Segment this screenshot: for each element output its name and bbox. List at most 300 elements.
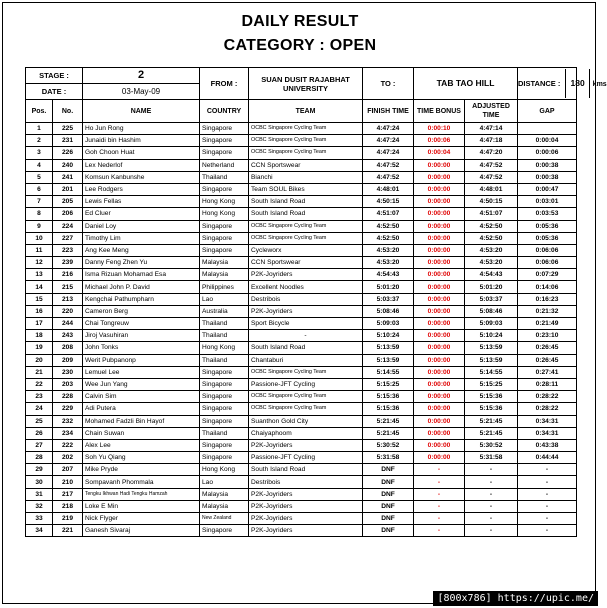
cell-name: Mike Pryde: [83, 464, 200, 476]
cell-country: Singapore: [200, 220, 249, 232]
cell-bonus: 0:00:00: [414, 159, 465, 171]
cell-team: OCBC Singapore Cycling Team: [249, 147, 363, 159]
cell-finish: 4:47:52: [363, 159, 414, 171]
cell-team: Bianchi: [249, 171, 363, 183]
cell-name: Wee Jun Yang: [83, 378, 200, 390]
cell-name: Ang Kee Meng: [83, 244, 200, 256]
cell-gap: 0:00:47: [518, 183, 577, 195]
table-row: [26, 366, 577, 378]
cell-finish: 4:48:01: [363, 183, 414, 195]
cell-no: 226: [53, 147, 83, 159]
table-row: [26, 318, 577, 330]
cell-pos: 25: [26, 415, 53, 427]
cell-bonus: 0:00:00: [414, 305, 465, 317]
cell-no: 230: [53, 366, 83, 378]
cell-adjusted: 4:47:52: [465, 171, 518, 183]
cell-country: Singapore: [200, 415, 249, 427]
cell-gap: 0:23:10: [518, 330, 577, 342]
cell-finish: 5:14:55: [363, 366, 414, 378]
cell-team: Passione-JFT Cycling: [249, 452, 363, 464]
cell-bonus: 0:00:00: [414, 427, 465, 439]
cell-name: Timothy Lim: [83, 232, 200, 244]
cell-pos: 16: [26, 305, 53, 317]
cell-country: Singapore: [200, 378, 249, 390]
cell-country: Singapore: [200, 403, 249, 415]
cell-name: Lex Nederlof: [83, 159, 200, 171]
col-team: TEAM: [249, 100, 363, 123]
cell-team: Chantaburi: [249, 354, 363, 366]
table-row: [26, 257, 577, 269]
cell-no: 223: [53, 244, 83, 256]
cell-country: Singapore: [200, 147, 249, 159]
cell-finish: DNF: [363, 513, 414, 525]
cell-finish: DNF: [363, 464, 414, 476]
table-row: [26, 525, 577, 537]
cell-adjusted: 5:13:59: [465, 342, 518, 354]
cell-gap: 0:43:38: [518, 439, 577, 451]
cell-name: Lewis Fellas: [83, 196, 200, 208]
table-row: [26, 476, 577, 488]
cell-pos: 12: [26, 257, 53, 269]
cell-name: Tengku Ikhwan Hadi Tengku Hamzah: [83, 488, 200, 500]
cell-name: Isma Rizuan Mohamad Esa: [83, 269, 200, 281]
cell-gap: 0:05:36: [518, 220, 577, 232]
table-row: [26, 464, 577, 476]
date-value: 03-May-09: [83, 84, 200, 100]
cell-pos: 4: [26, 159, 53, 171]
cell-bonus: 0:00:00: [414, 391, 465, 403]
cell-adjusted: 4:50:15: [465, 196, 518, 208]
cell-country: Hong Kong: [200, 196, 249, 208]
cell-adjusted: 5:31:58: [465, 452, 518, 464]
cell-bonus: 0:00:00: [414, 208, 465, 220]
cell-adjusted: 5:15:36: [465, 403, 518, 415]
cell-name: Junaidi bin Hashim: [83, 135, 200, 147]
cell-team: P2K-Joyriders: [249, 439, 363, 451]
cell-name: Lemuel Lee: [83, 366, 200, 378]
cell-country: Lao: [200, 293, 249, 305]
cell-pos: 9: [26, 220, 53, 232]
cell-no: 206: [53, 208, 83, 220]
cell-no: 220: [53, 305, 83, 317]
cell-bonus: 0:00:00: [414, 293, 465, 305]
cell-finish: 5:09:03: [363, 318, 414, 330]
cell-finish: 4:50:15: [363, 196, 414, 208]
cell-finish: 4:47:52: [363, 171, 414, 183]
cell-adjusted: 5:09:03: [465, 318, 518, 330]
cell-team: P2K-Joyriders: [249, 513, 363, 525]
cell-country: Singapore: [200, 232, 249, 244]
cell-country: Singapore: [200, 525, 249, 537]
cell-country: Malaysia: [200, 500, 249, 512]
cell-gap: 0:28:11: [518, 378, 577, 390]
cell-bonus: 0:00:00: [414, 452, 465, 464]
cell-pos: 2: [26, 135, 53, 147]
cell-country: Malaysia: [200, 269, 249, 281]
cell-bonus: 0:00:00: [414, 378, 465, 390]
cell-no: 244: [53, 318, 83, 330]
cell-team: OCBC Singapore Cycling Team: [249, 123, 363, 135]
cell-team: P2K-Joyriders: [249, 525, 363, 537]
cell-finish: DNF: [363, 476, 414, 488]
cell-finish: 5:30:52: [363, 439, 414, 451]
col-bonus: TIME BONUS: [414, 100, 465, 123]
cell-bonus: -: [414, 500, 465, 512]
cell-no: 222: [53, 439, 83, 451]
cell-bonus: 0:00:00: [414, 196, 465, 208]
cell-name: Goh Choon Huat: [83, 147, 200, 159]
cell-finish: 4:47:24: [363, 135, 414, 147]
cell-country: Singapore: [200, 244, 249, 256]
cell-country: Hong Kong: [200, 208, 249, 220]
table-row: [26, 135, 577, 147]
cell-name: Cameron Berg: [83, 305, 200, 317]
cell-bonus: 0:00:00: [414, 183, 465, 195]
cell-gap: 0:44:44: [518, 452, 577, 464]
cell-no: 209: [53, 354, 83, 366]
col-no: No.: [53, 100, 83, 123]
cell-finish: 4:51:07: [363, 208, 414, 220]
cell-team: OCBC Singapore Cycling Team: [249, 403, 363, 415]
cell-finish: 5:03:37: [363, 293, 414, 305]
cell-pos: 19: [26, 342, 53, 354]
cell-adjusted: 5:15:25: [465, 378, 518, 390]
table-row: [26, 171, 577, 183]
cell-adjusted: 5:08:46: [465, 305, 518, 317]
cell-bonus: 0:00:00: [414, 269, 465, 281]
cell-pos: 33: [26, 513, 53, 525]
cell-pos: 3: [26, 147, 53, 159]
cell-no: 227: [53, 232, 83, 244]
cell-pos: 14: [26, 281, 53, 293]
cell-gap: 0:07:29: [518, 269, 577, 281]
cell-finish: 5:15:36: [363, 391, 414, 403]
cell-gap: 0:28:22: [518, 391, 577, 403]
cell-finish: 5:08:46: [363, 305, 414, 317]
stage-value: 2: [83, 68, 200, 84]
cell-adjusted: -: [465, 476, 518, 488]
cell-name: Lee Rodgers: [83, 183, 200, 195]
cell-finish: 4:54:43: [363, 269, 414, 281]
cell-bonus: -: [414, 513, 465, 525]
cell-no: 217: [53, 488, 83, 500]
cell-pos: 8: [26, 208, 53, 220]
col-finish: FINISH TIME: [363, 100, 414, 123]
table-header: [26, 100, 577, 123]
cell-adjusted: 4:47:14: [465, 123, 518, 135]
col-pos: Pos.: [26, 100, 53, 123]
cell-finish: 4:52:50: [363, 220, 414, 232]
watermark: [800x786] https://upic.me/: [433, 591, 598, 606]
cell-name: Alex Lee: [83, 439, 200, 451]
cell-team: Destribois: [249, 293, 363, 305]
table-row: [26, 427, 577, 439]
cell-gap: 0:34:31: [518, 415, 577, 427]
cell-gap: 0:05:36: [518, 232, 577, 244]
cell-gap: -: [518, 525, 577, 537]
cell-adjusted: 4:54:43: [465, 269, 518, 281]
cell-bonus: 0:00:00: [414, 257, 465, 269]
cell-team: OCBC Singapore Cycling Team: [249, 232, 363, 244]
cell-bonus: 0:00:00: [414, 330, 465, 342]
cell-bonus: 0:00:00: [414, 318, 465, 330]
cell-country: Lao: [200, 476, 249, 488]
cell-no: 207: [53, 464, 83, 476]
cell-gap: 0:03:53: [518, 208, 577, 220]
cell-pos: 18: [26, 330, 53, 342]
cell-name: Daniel Loy: [83, 220, 200, 232]
cell-country: Singapore: [200, 391, 249, 403]
table-row: [26, 147, 577, 159]
cell-name: Soh Yu Qiang: [83, 452, 200, 464]
cell-finish: DNF: [363, 525, 414, 537]
cell-country: New Zealand: [200, 513, 249, 525]
table-row: [26, 354, 577, 366]
table-row: [26, 232, 577, 244]
cell-team: P2K-Joyriders: [249, 305, 363, 317]
cell-gap: 0:00:04: [518, 135, 577, 147]
cell-name: John Tonks: [83, 342, 200, 354]
cell-no: 219: [53, 513, 83, 525]
cell-adjusted: 4:47:18: [465, 135, 518, 147]
cell-name: Jiroj Vasuhiran: [83, 330, 200, 342]
cell-pos: 34: [26, 525, 53, 537]
cell-no: 201: [53, 183, 83, 195]
cell-country: Singapore: [200, 366, 249, 378]
cell-team: CCN Sportswear: [249, 257, 363, 269]
cell-country: Thailand: [200, 171, 249, 183]
cell-gap: 0:26:45: [518, 354, 577, 366]
cell-gap: 0:26:45: [518, 342, 577, 354]
table-row: [26, 159, 577, 171]
page-subtitle: CATEGORY : OPEN: [223, 37, 377, 54]
cell-bonus: -: [414, 525, 465, 537]
date-label: DATE :: [26, 84, 83, 100]
table-row: [26, 244, 577, 256]
cell-adjusted: 4:51:07: [465, 208, 518, 220]
cell-team: OCBC Singapore Cycling Team: [249, 391, 363, 403]
table-row: [26, 269, 577, 281]
cell-adjusted: 4:47:52: [465, 159, 518, 171]
cell-name: Chai Tongreuw: [83, 318, 200, 330]
cell-finish: 4:47:24: [363, 123, 414, 135]
cell-team: Sport Bicycle: [249, 318, 363, 330]
cell-adjusted: 5:03:37: [465, 293, 518, 305]
cell-team: Passione-JFT Cycling: [249, 378, 363, 390]
table-row: [26, 403, 577, 415]
cell-name: Danny Feng Zhen Yu: [83, 257, 200, 269]
cell-team: OCBC Singapore Cycling Team: [249, 220, 363, 232]
cell-adjusted: -: [465, 464, 518, 476]
cell-no: 241: [53, 171, 83, 183]
distance-label: DISTANCE :: [518, 79, 561, 88]
cell-country: Singapore: [200, 452, 249, 464]
cell-name: Werit Pubpanonp: [83, 354, 200, 366]
cell-finish: 5:15:25: [363, 378, 414, 390]
table-row: [26, 220, 577, 232]
cell-no: 210: [53, 476, 83, 488]
cell-adjusted: 5:10:24: [465, 330, 518, 342]
cell-gap: -: [518, 476, 577, 488]
page-title: DAILY RESULT: [241, 13, 359, 30]
cell-finish: 4:47:24: [363, 147, 414, 159]
cell-finish: 5:01:20: [363, 281, 414, 293]
cell-pos: 32: [26, 500, 53, 512]
cell-gap: -: [518, 513, 577, 525]
table-row: [26, 415, 577, 427]
cell-finish: 4:53:20: [363, 244, 414, 256]
cell-country: Malaysia: [200, 488, 249, 500]
cell-pos: 10: [26, 232, 53, 244]
cell-pos: 31: [26, 488, 53, 500]
cell-no: 232: [53, 415, 83, 427]
cell-gap: -: [518, 500, 577, 512]
cell-no: 202: [53, 452, 83, 464]
cell-adjusted: -: [465, 513, 518, 525]
cell-pos: 20: [26, 354, 53, 366]
cell-adjusted: 4:53:20: [465, 257, 518, 269]
cell-name: Ho Jun Rong: [83, 123, 200, 135]
cell-bonus: 0:00:00: [414, 366, 465, 378]
table-row: [26, 123, 577, 135]
cell-no: 240: [53, 159, 83, 171]
cell-team: South Island Road: [249, 208, 363, 220]
cell-gap: 0:16:23: [518, 293, 577, 305]
col-adjusted: ADJUSTED TIME: [465, 100, 518, 123]
cell-gap: 0:34:31: [518, 427, 577, 439]
cell-team: P2K-Joyriders: [249, 269, 363, 281]
cell-gap: 0:00:38: [518, 171, 577, 183]
cell-no: 228: [53, 391, 83, 403]
cell-pos: 29: [26, 464, 53, 476]
cell-finish: DNF: [363, 488, 414, 500]
cell-adjusted: -: [465, 488, 518, 500]
cell-adjusted: 5:15:36: [465, 391, 518, 403]
cell-bonus: 0:00:00: [414, 232, 465, 244]
cell-finish: 5:13:59: [363, 354, 414, 366]
table-row: [26, 293, 577, 305]
cell-country: Philippines: [200, 281, 249, 293]
cell-pos: 17: [26, 318, 53, 330]
cell-bonus: 0:00:00: [414, 281, 465, 293]
cell-no: 215: [53, 281, 83, 293]
cell-gap: 0:00:38: [518, 159, 577, 171]
cell-gap: 0:06:06: [518, 244, 577, 256]
cell-team: South Island Road: [249, 196, 363, 208]
distance-cell: [518, 68, 607, 100]
cell-adjusted: 4:53:20: [465, 244, 518, 256]
cell-bonus: 0:00:00: [414, 171, 465, 183]
cell-team: Excellent Noodles: [249, 281, 363, 293]
cell-team: -: [249, 330, 363, 342]
cell-team: Team SOUL Bikes: [249, 183, 363, 195]
cell-name: Calvin Sim: [83, 391, 200, 403]
cell-gap: 0:03:01: [518, 196, 577, 208]
cell-adjusted: 4:47:20: [465, 147, 518, 159]
distance-unit: kms: [592, 81, 607, 88]
cell-bonus: -: [414, 464, 465, 476]
cell-finish: DNF: [363, 500, 414, 512]
cell-team: OCBC Singapore Cycling Team: [249, 135, 363, 147]
cell-no: 224: [53, 220, 83, 232]
cell-name: Michael John P. David: [83, 281, 200, 293]
cell-bonus: 0:00:04: [414, 147, 465, 159]
cell-pos: 1: [26, 123, 53, 135]
cell-finish: 4:52:50: [363, 232, 414, 244]
cell-no: 213: [53, 293, 83, 305]
cell-name: Sompavanh Phommala: [83, 476, 200, 488]
cell-team: South Island Road: [249, 342, 363, 354]
table-row: [26, 183, 577, 195]
cell-gap: 0:28:22: [518, 403, 577, 415]
cell-pos: 27: [26, 439, 53, 451]
cell-gap: 0:21:32: [518, 305, 577, 317]
cell-country: Netherland: [200, 159, 249, 171]
table-row: [26, 378, 577, 390]
cell-country: Australia: [200, 305, 249, 317]
cell-bonus: 0:00:10: [414, 123, 465, 135]
cell-team: CCN Sportswear: [249, 159, 363, 171]
cell-no: 208: [53, 342, 83, 354]
cell-pos: 13: [26, 269, 53, 281]
info-row-stage: [26, 68, 577, 84]
cell-finish: 5:13:59: [363, 342, 414, 354]
cell-country: Singapore: [200, 183, 249, 195]
cell-name: Kengchai Pathumpharn: [83, 293, 200, 305]
cell-no: 221: [53, 525, 83, 537]
cell-bonus: 0:00:00: [414, 403, 465, 415]
cell-gap: 0:27:41: [518, 366, 577, 378]
cell-bonus: 0:00:06: [414, 135, 465, 147]
cell-no: 231: [53, 135, 83, 147]
cell-no: 234: [53, 427, 83, 439]
cell-pos: 6: [26, 183, 53, 195]
cell-team: Cycleworx: [249, 244, 363, 256]
table-row: [26, 500, 577, 512]
table-row: [26, 439, 577, 451]
cell-gap: -: [518, 488, 577, 500]
cell-pos: 24: [26, 403, 53, 415]
cell-bonus: 0:00:00: [414, 342, 465, 354]
table-row: [26, 513, 577, 525]
cell-name: Komsun Kanbunshe: [83, 171, 200, 183]
cell-bonus: 0:00:00: [414, 354, 465, 366]
cell-bonus: 0:00:00: [414, 415, 465, 427]
cell-country: Malaysia: [200, 257, 249, 269]
cell-finish: 4:53:20: [363, 257, 414, 269]
from-value: SUAN DUSIT RAJABHAT UNIVERSITY: [249, 68, 363, 100]
table-row: [26, 452, 577, 464]
col-gap: GAP: [518, 100, 577, 123]
table-row: [26, 208, 577, 220]
cell-name: Ed Cluer: [83, 208, 200, 220]
cell-adjusted: 5:14:55: [465, 366, 518, 378]
cell-no: 229: [53, 403, 83, 415]
cell-bonus: 0:00:00: [414, 244, 465, 256]
cell-pos: 23: [26, 391, 53, 403]
cell-name: Ganesh Sivaraj: [83, 525, 200, 537]
cell-gap: 0:21:49: [518, 318, 577, 330]
cell-country: Thailand: [200, 354, 249, 366]
cell-name: Adi Putera: [83, 403, 200, 415]
distance-value: 180: [565, 69, 589, 98]
cell-country: Singapore: [200, 123, 249, 135]
cell-team: Destribois: [249, 476, 363, 488]
cell-finish: 5:15:36: [363, 403, 414, 415]
cell-country: Singapore: [200, 439, 249, 451]
cell-adjusted: 4:52:50: [465, 220, 518, 232]
cell-adjusted: -: [465, 500, 518, 512]
